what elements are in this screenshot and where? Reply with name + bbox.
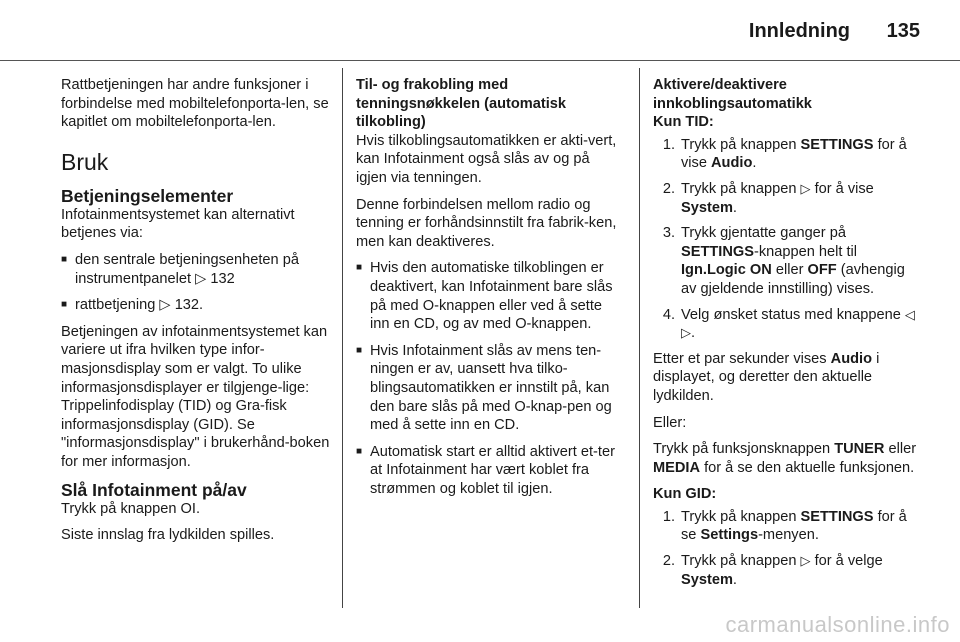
list-item: ■ Hvis Infotainment slås av mens ten-ningen er av, uansett hva tilko-blingsautomatikken er innstilt på, kan den bare slås på med O-knap-pen og med å sette inn en CD.: [356, 342, 612, 434]
column-left: [61, 76, 331, 553]
page-ref-icon[interactable]: ▷: [195, 270, 207, 287]
subsection-heading: Betjeningselementer: [61, 185, 234, 206]
arrow-right-icon: ▷: [800, 180, 811, 196]
list-item: 1. Trykk på knappen SETTINGS for å vise Audio.: [662, 136, 907, 172]
arrow-left-icon: ◁: [904, 306, 915, 322]
column-divider: [342, 68, 343, 608]
list-item: ■ den sentrale betjeningsenheten på instrumentpanelet ▷ 132: [61, 251, 299, 287]
list-item: ■ Automatisk start er alltid aktivert et-ter at Infotainment har vært koblet fra strømmen og koblet til igjen.: [356, 443, 615, 497]
column-right: [653, 76, 923, 596]
paragraph: Denne forbindelsen mellom radio og tenning er forhåndsinnstilt fra fabrik-ken, men kan deaktiveres.: [356, 196, 617, 250]
bullet-icon: ■: [61, 299, 68, 311]
list-item: ■ rattbetjening ▷ 132.: [61, 297, 204, 314]
paragraph: Eller:: [653, 414, 687, 431]
page-ref-icon[interactable]: ▷: [159, 297, 171, 314]
arrow-right-icon: ▷: [681, 325, 691, 341]
label: Kun GID:: [653, 486, 717, 503]
column-divider: [639, 68, 640, 608]
list-item: 4. Velg ønsket status med knappene ◁ ▷.: [662, 306, 915, 342]
bullet-icon: ■: [356, 445, 363, 457]
subsection-heading: Aktivere/deaktivere innkoblingsautomatikk: [653, 77, 812, 112]
subsection-heading: Slå Infotainment på/av: [61, 479, 247, 500]
page-ref[interactable]: 132: [210, 270, 235, 287]
section-title: Innledning: [748, 20, 850, 42]
arrow-right-icon: ▷: [800, 553, 811, 569]
paragraph: Rattbetjeningen har andre funksjoner i forbindelse med mobiltelefonporta-len, se kapitlet om mobiltelefonporta-len.: [61, 77, 329, 131]
page-number: 135: [886, 20, 920, 42]
paragraph: Betjeningen av infotainmentsystemet kan variere ut ifra hvilken type infor-masjonsdisplay som er valgt. To ulike informasjonsdisplayer er tilgjenge-lige: Trippelinfodisplay (TID) og Gra-fisk informasjonsdisplay (GID). Se "informasjonsdisplay" i brukerhånd-boken for mer informasjon.: [61, 323, 330, 470]
bullet-icon: ■: [61, 253, 68, 265]
page-header: [0, 0, 960, 62]
list-item: 1. Trykk på knappen SETTINGS for å se Settings-menyen.: [662, 508, 907, 544]
label: Kun TID:: [653, 114, 714, 131]
column-middle: [356, 76, 624, 506]
header-divider: [0, 60, 960, 61]
list-item: ■ Hvis den automatiske tilkoblingen er deaktivert, kan Infotainment bare slås på med O-knappen eller ved å sette inn en CD, og av med O-knappen.: [356, 260, 613, 333]
section-heading: Bruk: [61, 148, 109, 175]
paragraph: Trykk på funksjonsknappen TUNER eller MEDIA for å se den aktuelle funksjonen.: [653, 441, 917, 476]
paragraph: Etter et par sekunder vises Audio i displayet, og deretter den aktuelle lydkilden.: [653, 350, 880, 404]
bullet-icon: ■: [356, 344, 363, 356]
paragraph: Hvis tilkoblingsautomatikken er akti-vert, kan Infotainment også slås av og på igjen via tenningen.: [356, 132, 617, 186]
power-button-label: O: [180, 500, 192, 517]
watermark: carmanualsonline.info: [725, 612, 950, 637]
paragraph: Trykk på knappen OI.: [61, 500, 201, 517]
paragraph: Siste innslag fra lydkilden spilles.: [61, 527, 275, 544]
list-item: 3. Trykk gjentatte ganger på SETTINGS-knappen helt til Ign.Logic ON eller OFF (avhengig av gjeldende innstilling) vises.: [662, 225, 905, 297]
bullet-icon: ■: [356, 262, 363, 274]
list-item: 2. Trykk på knappen ▷ for å vise System.: [662, 180, 874, 216]
paragraph: Infotainmentsystemet kan alternativt betjenes via:: [61, 206, 295, 242]
list-item: 2. Trykk på knappen ▷ for å velge System.: [662, 553, 883, 588]
page-ref[interactable]: 132.: [174, 297, 204, 314]
subsection-heading: Til- og frakobling med tenningsnøkkelen (automatisk tilkobling): [356, 77, 567, 131]
